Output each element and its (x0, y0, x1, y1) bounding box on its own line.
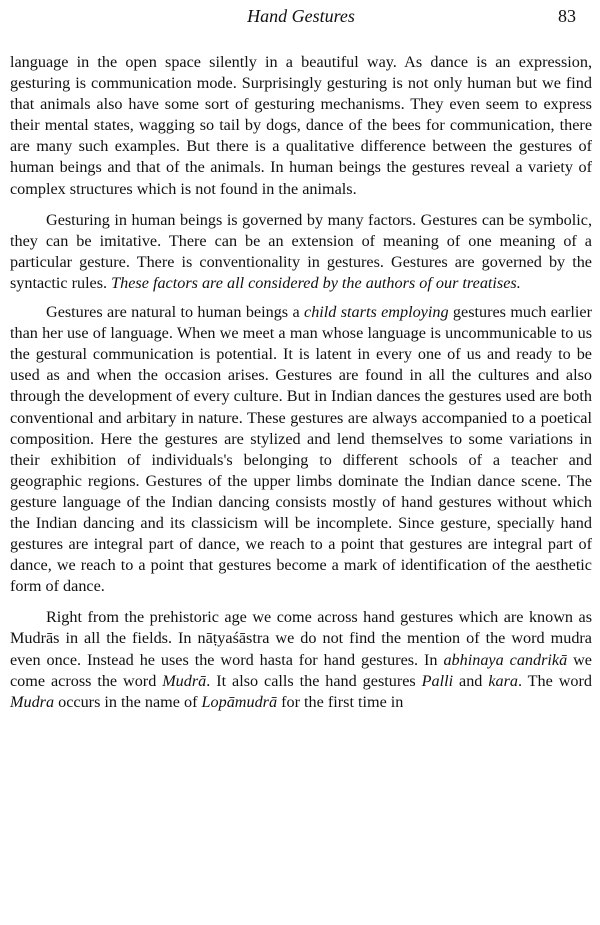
page-number: 83 (558, 6, 576, 26)
text-run: Gestures are natural to human beings a (46, 303, 305, 322)
paragraph (10, 52, 592, 200)
paragraph (10, 607, 592, 712)
text-run: and (453, 671, 489, 690)
text-run: language in the open space silently in a beautiful way. As dance is an expression, gesturing is communication mode. Surprisingly gesturing is not only human but we find that animals also have some sort of gesturing mechanisms. They even seem to express their mental states, wagging so tail by dogs, dance of the bees for communication, there are many such examples. But there is a qualitative difference between the gestures of human beings and that of the animals. In human beings the gestures reveal a variety of complex structures which is not found in the animals. (10, 53, 592, 198)
italic-text: kara (488, 671, 518, 690)
italic-text: Mudra (10, 692, 55, 711)
paragraph (10, 302, 592, 597)
text-run: for the first time in (277, 692, 404, 711)
running-title: Hand Gestures (247, 6, 355, 26)
text-run: Right from the prehistoric age we come across hand gestures which are known as Mudrās in all the fields. In nāṭyaśāstra we do not find the mention of the word mudra even once. Instead he uses the word hasta for hand gestures. In (10, 608, 592, 669)
text-run: . The word (517, 671, 592, 690)
text-run: gestures much earlier than her use of language. When we meet a man whose language is uncommunicable to us the gestural communication is potential. It is latent in every one of us and ready to be used as and when the occasion arises. Gestures are found in all the cultures and also through the development of every culture. But in Indian dances the gestures used are both conventional and arbitary in nature. These gestures are always accompanied to a poetical composition. Here the gestures are stylized and lend themselves to some variations in their exhibition of individuals's belonging to different schools of a teacher and geographic regions. Gestures of the upper limbs dominate the Indian dance scene. The gesture language of the Indian dancing consists mostly of hand gestures without which the Indian dancing and its classicism will be incomplete. Since gesture, specially hand gestures are integral part of dance, we reach to a point that gestures are integral part of dance, we reach to a point that gestures become a mark of identification of the aesthetic form of dance. (10, 303, 592, 596)
running-head (10, 4, 592, 28)
text-run: . It also calls the hand gestures (206, 671, 422, 690)
italic-text: Lopāmudrā (201, 692, 278, 711)
italic-text: child starts employing (304, 303, 449, 322)
text-run: we come across the word (10, 650, 592, 690)
text-run: Gesturing in human beings is governed by many factors. Gestures can be symbolic, they can be imitative. There can be an extension of meaning of one meaning of a particular gesture. There is conventionality in gestures. Gestures are governed by the syntactic rules. (10, 210, 592, 292)
italic-text: Palli (421, 671, 454, 690)
paragraph (10, 210, 592, 294)
italic-text: These factors are all considered by the authors of our treatises. (111, 273, 521, 292)
italic-text: abhinaya candrikā (443, 650, 568, 669)
text-run: occurs in the name of (54, 692, 202, 711)
italic-text: Mudrā (162, 671, 207, 690)
